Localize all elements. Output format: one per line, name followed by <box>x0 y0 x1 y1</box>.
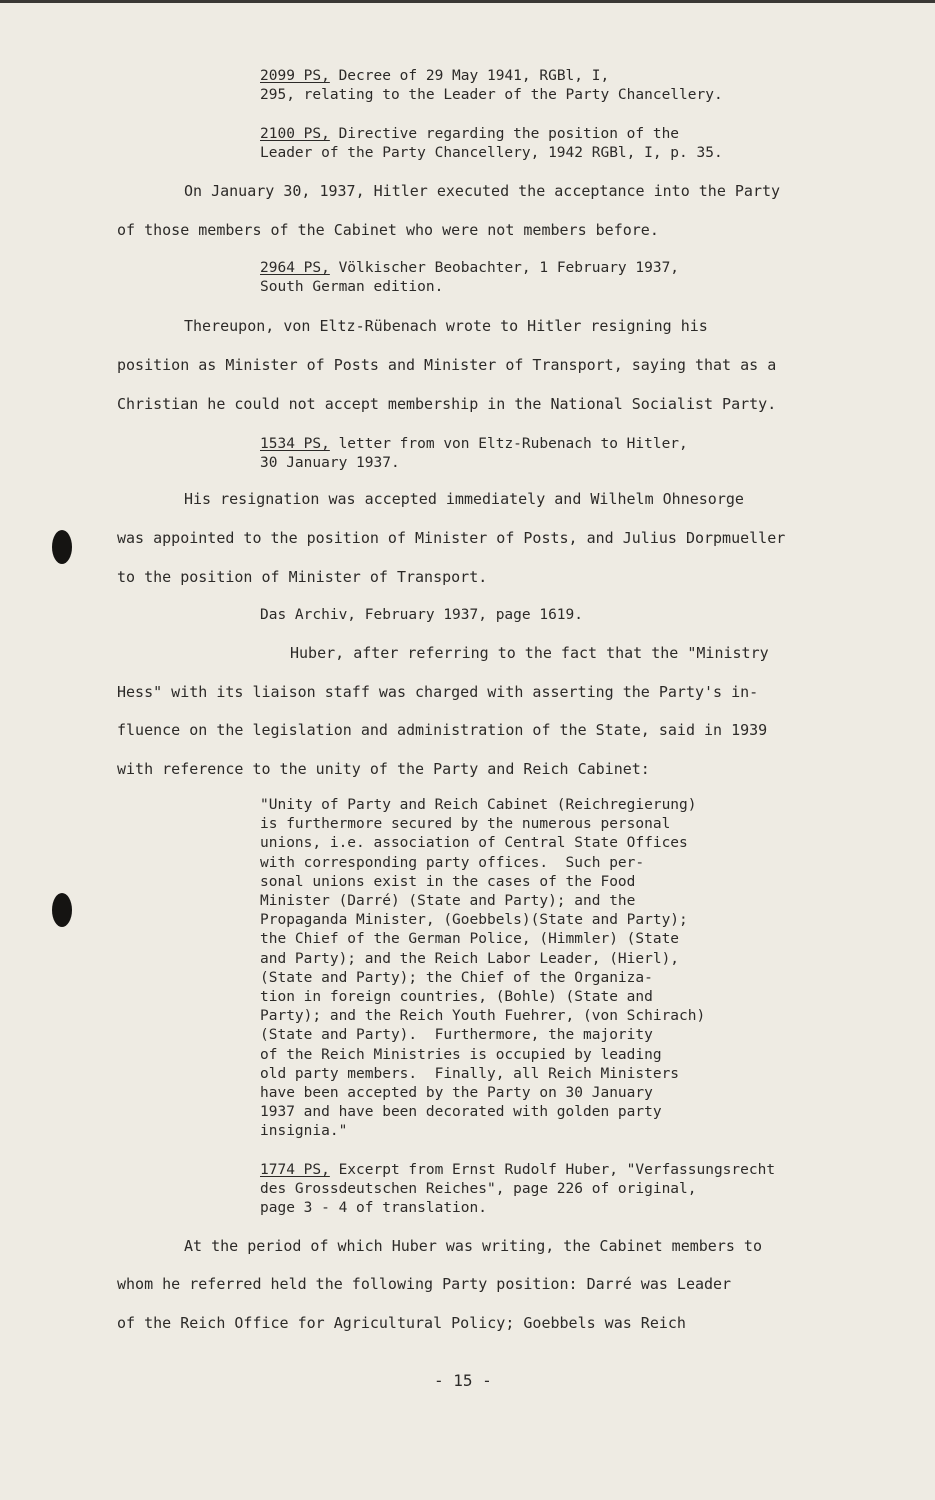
citation-text: Decree of 29 May 1941, RGBl, I, 295, relating to the Leader of the Party Chancellery. <box>260 68 723 103</box>
citation-text: Directive regarding the position of the Leader of the Party Chancellery, 1942 RGBl, I, p. 35. <box>260 126 723 161</box>
citation-1774-ps <box>260 1161 775 1218</box>
paragraph-line: whom he referred held the following Party position: Darré was Leader <box>117 1275 732 1293</box>
paragraph-line: On January 30, 1937, Hitler executed the acceptance into the Party <box>184 182 781 200</box>
top-edge-line <box>0 0 935 3</box>
paragraph-line: with reference to the unity of the Party and Reich Cabinet: <box>117 760 650 778</box>
citation-2100-ps <box>260 125 723 163</box>
citation-1534-ps <box>260 435 688 473</box>
paragraph-line: Hess" with its liaison staff was charged with asserting the Party's in- <box>117 683 759 701</box>
citation-ref: 1534 PS, <box>260 436 330 452</box>
paragraph-line: of the Reich Office for Agricultural Policy; Goebbels was Reich <box>117 1314 686 1332</box>
paragraph-line: Christian he could not accept membership in the National Socialist Party. <box>117 395 777 413</box>
paragraph-line: His resignation was accepted immediately and Wilhelm Ohnesorge <box>184 490 744 508</box>
citation-2099-ps <box>260 67 723 105</box>
paragraph-line: position as Minister of Posts and Minister of Transport, saying that as a <box>117 356 777 374</box>
citation-das-archiv <box>260 606 583 625</box>
paragraph-line: of those members of the Cabinet who were not members before. <box>117 221 659 239</box>
citation-ref: 2100 PS, <box>260 126 330 142</box>
paragraph-line: Thereupon, von Eltz-Rübenach wrote to Hitler resigning his <box>184 317 708 335</box>
citation-2964-ps <box>260 259 679 297</box>
paragraph-line: At the period of which Huber was writing, the Cabinet members to <box>184 1237 762 1255</box>
paragraph-line: Huber, after referring to the fact that the "Ministry <box>290 644 769 662</box>
citation-text: Das Archiv, February 1937, page 1619. <box>260 607 584 623</box>
citation-ref: 2964 PS, <box>260 260 330 276</box>
punch-hole-top <box>52 530 72 564</box>
citation-ref: 2099 PS, <box>260 68 330 84</box>
paragraph-line: to the position of Minister of Transport. <box>117 568 488 586</box>
paragraph-line: fluence on the legislation and administration of the State, said in 1939 <box>117 721 768 739</box>
citation-ref: 1774 PS, <box>260 1162 330 1178</box>
citation-text: Völkischer Beobachter, 1 February 1937, South German edition. <box>260 260 680 295</box>
punch-hole-bottom <box>52 893 72 927</box>
citation-text: letter from von Eltz-Rubenach to Hitler, 30 January 1937. <box>260 436 688 471</box>
page-number: - 15 - <box>434 1371 492 1390</box>
block-quote: "Unity of Party and Reich Cabinet (Reichregierung) is furthermore secured by the numerous personal unions, i.e. association of Central State Offices with corresponding party offices. Such per- sonal unions exist in the cases of the Food Minister (Darré) (State and Party); and the Propaganda Minister, (Goebbels)(State and Party); the Chief of the German Police, (Himmler) (State and Party); and the Reich Labor Leader, (Hierl), (State and Party); the Chief of the Organiza- tion in foreign countries, (Bohle) (State and Party); and the Reich Youth Fuehrer, (von Schirach) (State and Party). Furthermore, the majority of the Reich Ministries is occupied by leading old party members. Finally, all Reich Ministers have been accepted by the Party on 30 January 1937 and have been decorated with golden party insignia." <box>260 797 706 1140</box>
paragraph-line: was appointed to the position of Minister of Posts, and Julius Dorpmueller <box>117 529 786 547</box>
citation-text: Excerpt from Ernst Rudolf Huber, "Verfassungsrecht des Grossdeutschen Reiches", page 226 of original, page 3 - 4 of translation. <box>260 1162 776 1216</box>
